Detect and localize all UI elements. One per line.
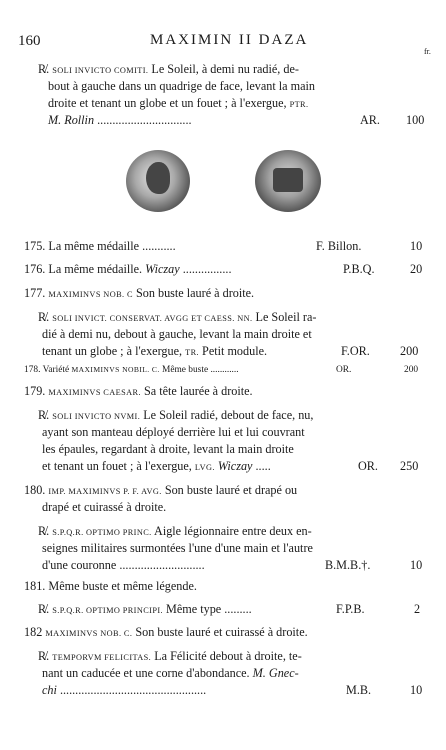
entry-182: 182 MAXIMINVS NOB. C. Son buste lauré et cuirassé à droite.: [24, 625, 308, 639]
entry-175: 175. La même médaille ...........: [24, 239, 176, 253]
coin-quadriga-figure: [273, 168, 303, 192]
entry-178-metal: OR.: [336, 365, 352, 375]
price-column-label: fr.: [424, 47, 431, 56]
entry-180-reverse-line1: R̸. S.P.Q.R. OPTIMO PRINC. Aigle légionnaire entre deux en-: [38, 524, 312, 538]
coin-obverse-image: [126, 150, 190, 212]
entry-174-reverse-line1: R̸. SOLI INVICTO COMITI. Le Soleil, à demi nu radié, de-: [38, 62, 299, 76]
entry-174-reverse-line2: bout à gauche dans un quadrige de face, levant la main: [48, 79, 316, 93]
page-title: MAXIMIN II DAZA: [150, 32, 309, 48]
entry-182-reverse-line1: R̸. TEMPORVM FELICITAS. La Félicité debout à droite, te-: [38, 649, 302, 663]
entry-175-metal: F. Billon.: [316, 239, 362, 253]
entry-177: 177. MAXIMINVS NOB. C Son buste lauré à droite.: [24, 286, 255, 300]
coin-portrait-bust: [146, 162, 170, 194]
entry-177-reverse-line1: R̸. SOLI INVICT. CONSERVAT. AVGG ET CAESS. NN. Le Soleil ra-: [38, 310, 317, 324]
entry-175-price: 10: [410, 239, 423, 253]
entry-176-price: 20: [410, 262, 423, 276]
entry-180-price: 10: [410, 558, 423, 572]
entry-179: 179. MAXIMINVS CAESAR. Sa tête laurée à droite.: [24, 384, 253, 398]
entry-176: 176. La même médaille. Wiczay ................: [24, 262, 232, 276]
entry-179-metal: OR.: [358, 459, 378, 473]
entry-180-metal: B.M.B.†.: [325, 558, 371, 572]
page-number: 160: [18, 33, 41, 49]
entry-177-metal: F.OR.: [341, 344, 370, 358]
entry-177-reverse-line3: tenant un globe ; à l'exergue, TR. Petit module.: [42, 344, 268, 358]
entry-181-metal: F.P.B.: [336, 602, 365, 616]
entry-174-source-line: M. Rollin ...............................: [48, 113, 192, 127]
entry-180-line2: drapé et cuirassé à droite.: [42, 500, 167, 514]
entry-182-reverse-line3: chi ................................................: [42, 683, 207, 697]
entry-174-metal: AR.: [360, 113, 380, 127]
entry-179-reverse-line2: ayant son manteau déployé derrière lui et lui couvrant: [42, 425, 305, 439]
entry-180-reverse-line2: seignes militaires surmontées l'une d'une main et l'autre: [42, 541, 313, 555]
entry-177-reverse-line2: dié à demi nu, debout à gauche, levant la main droite et: [42, 327, 312, 341]
entry-178: 178. Variété MAXIMINVS NOBIL. C. Même buste ............: [24, 365, 239, 375]
entry-174-reverse-line3: droite et tenant un globe et un fouet ; à l'exergue, PTR.: [48, 96, 309, 110]
entry-182-price: 10: [410, 683, 423, 697]
entry-181: 181. Même buste et même légende.: [24, 579, 197, 593]
entry-176-metal: P.B.Q.: [343, 262, 375, 276]
entry-174-price: 100: [406, 113, 425, 127]
entry-182-reverse-line2: nant un caducée et une corne d'abondance. M. Gnec-: [42, 666, 299, 680]
entry-179-price: 250: [400, 459, 419, 473]
entry-182-metal: M.B.: [346, 683, 372, 697]
entry-181-price: 2: [414, 602, 421, 616]
entry-177-price: 200: [400, 344, 419, 358]
entry-180-reverse-line3: d'une couronne ............................: [42, 558, 205, 572]
entry-180: 180. IMP. MAXIMINVS P. F. AVG. Son buste lauré et drapé ou: [24, 483, 298, 497]
entry-181-reverse-line1: R̸. S.P.Q.R. OPTIMO PRINCIPI. Même type .........: [38, 602, 252, 616]
entry-179-reverse-line4: et tenant un fouet ; à l'exergue, LVG. Wiczay .....: [42, 459, 271, 473]
entry-179-reverse-line1: R̸. SOLI INVICTO NVMI. Le Soleil radié, debout de face, nu,: [38, 408, 314, 422]
entry-179-reverse-line3: les épaules, regardant à droite, levant la main droite: [42, 442, 294, 456]
coin-reverse-image: [255, 150, 321, 212]
entry-178-price: 200: [404, 365, 419, 375]
